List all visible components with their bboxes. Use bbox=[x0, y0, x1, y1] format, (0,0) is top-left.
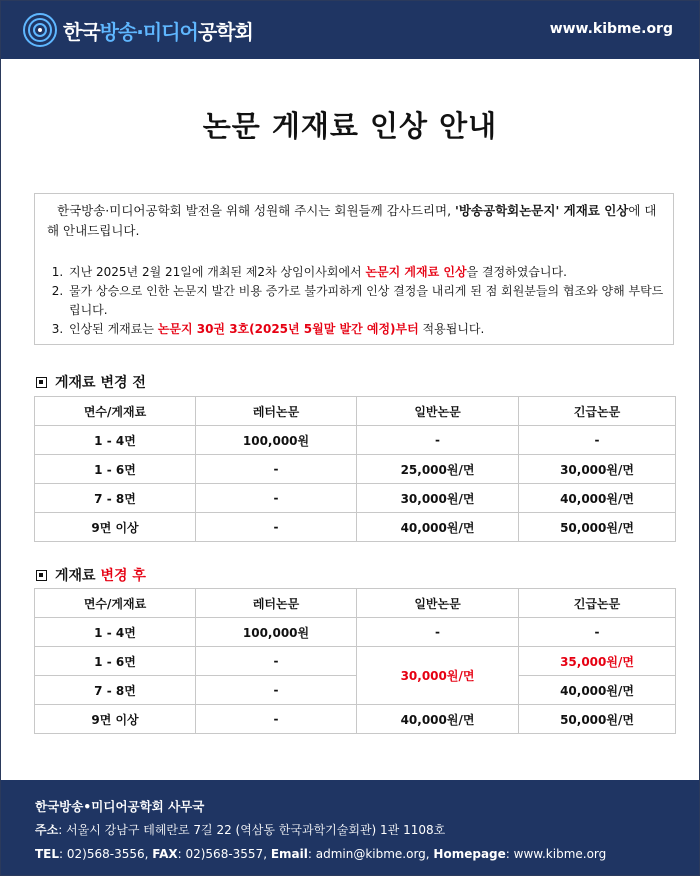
society-logo[interactable] bbox=[23, 13, 253, 47]
page-title: 논문 게재료 인상 안내 bbox=[202, 109, 498, 143]
table-cell: 9면 이상 bbox=[35, 705, 196, 734]
table-cell: 40,000원/면 bbox=[357, 513, 519, 542]
square-bullet-icon bbox=[36, 570, 47, 581]
footer-contact: TEL: 02)568-3556, FAX: 02)568-3557, Email: admin@kibme.org, Homepage: www.kibme.org bbox=[35, 847, 607, 861]
table-cell: 7 - 8면 bbox=[35, 676, 196, 705]
table-cell: - bbox=[196, 455, 357, 484]
footer-org-name: 한국방송•미디어공학회 사무국 bbox=[35, 799, 205, 814]
table-row bbox=[35, 647, 676, 676]
footer-bar bbox=[1, 780, 699, 875]
table-cell: 1 - 6면 bbox=[35, 647, 196, 676]
column-header: 일반논문 bbox=[357, 397, 519, 426]
table-cell: 1 - 4면 bbox=[35, 618, 196, 647]
table-row bbox=[35, 455, 676, 484]
column-header: 긴급논문 bbox=[519, 589, 676, 618]
site-url-link[interactable]: www.kibme.org bbox=[549, 21, 673, 37]
section-title-before: 게재료 변경 전 bbox=[36, 372, 146, 392]
notice-list bbox=[55, 263, 667, 339]
table-row bbox=[35, 484, 676, 513]
column-header: 면수/게재료 bbox=[35, 589, 196, 618]
footer-address: 주소: 서울시 강남구 테헤란로 7길 22 (역삼동 한국과학기술회관) 1관 1108호 bbox=[35, 823, 446, 837]
column-header: 긴급논문 bbox=[519, 397, 676, 426]
notice-box bbox=[34, 193, 674, 345]
logo-text: 한국방송·미디어공학회 bbox=[63, 19, 253, 44]
table-cell: 7 - 8면 bbox=[35, 484, 196, 513]
notice-intro: 한국방송·미디어공학회 발전을 위해 성원해 주시는 회원들께 감사드리며, '방송공학회논문지' 게재료 인상에 대해 안내드립니다. bbox=[47, 203, 657, 238]
header-bar bbox=[1, 1, 699, 59]
email-link[interactable]: : admin@kibme.org, bbox=[307, 847, 434, 861]
table-header-row bbox=[35, 589, 676, 618]
fee-table-before bbox=[34, 396, 676, 542]
table-cell: - bbox=[196, 647, 357, 676]
table-row bbox=[35, 676, 676, 705]
table-cell: - bbox=[196, 513, 357, 542]
table-row bbox=[35, 618, 676, 647]
notice-item: 3. 인상된 게재료는 논문지 30권 3호(2025년 5월말 발간 예정)부터 적용됩니다. bbox=[67, 320, 667, 339]
column-header: 일반논문 bbox=[357, 589, 519, 618]
table-cell: 35,000원/면 bbox=[519, 647, 676, 676]
table-cell: 30,000원/면 bbox=[519, 455, 676, 484]
table-cell: - bbox=[357, 618, 519, 647]
table-cell: 1 - 6면 bbox=[35, 455, 196, 484]
table-cell: - bbox=[196, 705, 357, 734]
table-cell: 9면 이상 bbox=[35, 513, 196, 542]
table-cell: 30,000원/면 bbox=[357, 484, 519, 513]
table-cell: 25,000원/면 bbox=[357, 455, 519, 484]
fee-table-after bbox=[34, 588, 676, 734]
table-cell: 40,000원/면 bbox=[357, 705, 519, 734]
table-row bbox=[35, 513, 676, 542]
column-header: 레터논문 bbox=[196, 589, 357, 618]
table-cell: - bbox=[357, 426, 519, 455]
column-header: 레터논문 bbox=[196, 397, 357, 426]
table-cell: 40,000원/면 bbox=[519, 484, 676, 513]
table-cell-merged: 30,000원/면 bbox=[357, 647, 519, 705]
table-header-row bbox=[35, 397, 676, 426]
table-cell: - bbox=[519, 426, 676, 455]
table-cell: - bbox=[196, 676, 357, 705]
table-row bbox=[35, 426, 676, 455]
table-cell: 50,000원/면 bbox=[519, 513, 676, 542]
table-cell: - bbox=[196, 484, 357, 513]
homepage-link[interactable]: : www.kibme.org bbox=[505, 847, 607, 861]
table-cell: - bbox=[519, 618, 676, 647]
column-header: 면수/게재료 bbox=[35, 397, 196, 426]
broadcast-wave-icon bbox=[23, 13, 57, 47]
section-title-after: 게재료 변경 후 bbox=[36, 565, 146, 585]
table-cell: 40,000원/면 bbox=[519, 676, 676, 705]
table-cell: 100,000원 bbox=[196, 426, 357, 455]
table-row bbox=[35, 705, 676, 734]
table-cell: 50,000원/면 bbox=[519, 705, 676, 734]
square-bullet-icon bbox=[36, 377, 47, 388]
table-cell: 100,000원 bbox=[196, 618, 357, 647]
notice-item: 1. 지난 2025년 2월 21일에 개최된 제2차 상임이사회에서 논문지 게재료 인상을 결정하였습니다. bbox=[67, 263, 667, 282]
table-cell: 1 - 4면 bbox=[35, 426, 196, 455]
notice-item: 2. 물가 상승으로 인한 논문지 발간 비용 증가로 불가피하게 인상 결정을 내리게 된 점 회원분들의 협조와 양해 부탁드립니다. bbox=[67, 282, 667, 320]
